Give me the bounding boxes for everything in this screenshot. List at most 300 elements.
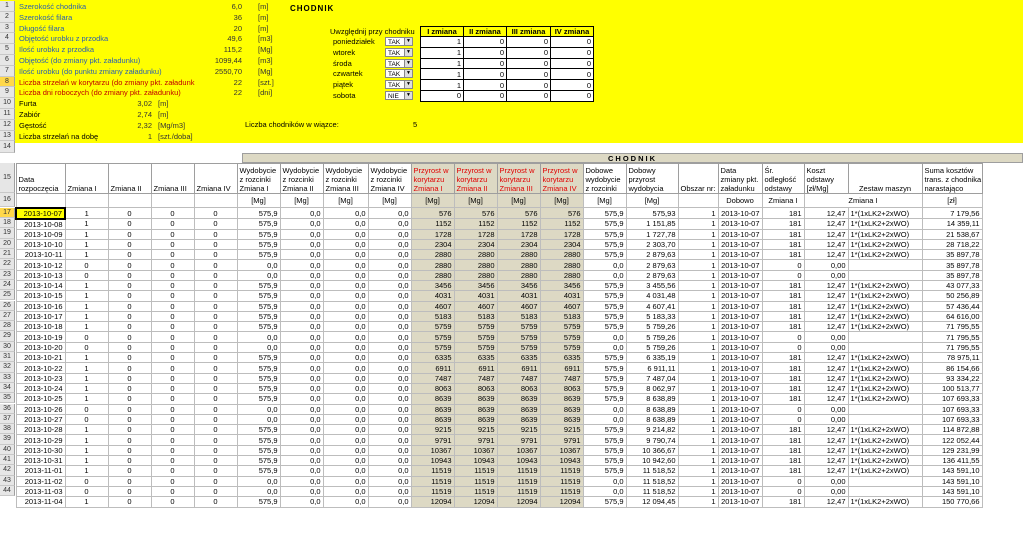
grid-cell[interactable]: 181 (762, 229, 804, 239)
grid-cell[interactable]: 1 (65, 239, 108, 249)
grid-cell[interactable]: 0 (65, 270, 108, 280)
grid-cell[interactable]: 0,0 (280, 456, 323, 466)
grid-cell[interactable]: 11519 (497, 466, 540, 476)
grid-cell[interactable]: 1 (678, 414, 718, 424)
grid-cell[interactable]: 0,0 (280, 332, 323, 342)
grid-cell[interactable]: 1152 (411, 219, 454, 230)
grid-cell[interactable]: 1728 (540, 229, 583, 239)
grid-cell[interactable]: 0 (194, 291, 237, 301)
grid-cell[interactable]: 0 (151, 363, 194, 373)
grid-cell[interactable]: 2880 (497, 260, 540, 270)
grid-cell[interactable]: 2013-10-07 (718, 353, 762, 363)
grid-cell[interactable]: 575,9 (237, 239, 280, 249)
grid-cell[interactable]: 0 (151, 229, 194, 239)
grid-cell[interactable]: 1 (65, 373, 108, 383)
grid-cell[interactable]: 122 052,44 (922, 435, 982, 445)
grid-cell[interactable] (848, 476, 922, 486)
grid-cell[interactable]: 12094 (411, 497, 454, 507)
grid-cell[interactable]: 2304 (411, 239, 454, 249)
grid-cell[interactable]: 8 638,89 (626, 414, 678, 424)
shift-cell[interactable]: 0 (421, 90, 464, 101)
grid-cell[interactable]: 575,9 (237, 363, 280, 373)
grid-cell[interactable]: 0,0 (237, 476, 280, 486)
grid-cell[interactable]: 0 (194, 270, 237, 280)
grid-cell[interactable]: 0,0 (280, 394, 323, 404)
grid-cell[interactable]: 3 455,56 (626, 280, 678, 290)
grid-cell[interactable]: 0,0 (323, 342, 368, 352)
grid-cell[interactable]: 4607 (497, 301, 540, 311)
grid-cell[interactable]: 8639 (497, 414, 540, 424)
grid-cell[interactable]: 0 (108, 425, 151, 435)
grid-cell[interactable]: 2 879,63 (626, 260, 678, 270)
grid-cell[interactable]: 9215 (497, 425, 540, 435)
grid-cell[interactable]: 9 214,82 (626, 425, 678, 435)
row-number[interactable]: 2 (0, 12, 15, 23)
shift-cell[interactable]: 0 (464, 80, 507, 91)
grid-cell[interactable]: 0,0 (280, 280, 323, 290)
grid-cell[interactable]: 11519 (540, 466, 583, 476)
grid-cell[interactable]: 0 (194, 435, 237, 445)
grid-cell[interactable]: 0,0 (280, 239, 323, 249)
grid-cell[interactable]: 0,0 (368, 208, 411, 219)
grid-cell[interactable]: 1 (678, 466, 718, 476)
grid-cell[interactable]: 0,0 (368, 260, 411, 270)
grid-cell[interactable]: 6335 (497, 353, 540, 363)
grid-cell[interactable]: 575,9 (583, 229, 626, 239)
grid-cell[interactable]: 1 (678, 219, 718, 230)
grid-cell[interactable]: 0,0 (368, 229, 411, 239)
grid-cell[interactable]: 0,0 (323, 383, 368, 393)
grid-cell[interactable]: 2013-10-11 (16, 250, 65, 260)
grid-cell[interactable]: 1*(1xLK2+2xWO) (848, 208, 922, 219)
grid-cell[interactable]: 78 975,11 (922, 353, 982, 363)
grid-cell[interactable]: 2013-10-07 (718, 414, 762, 424)
grid-cell[interactable]: 1*(1xLK2+2xWO) (848, 311, 922, 321)
grid-cell[interactable]: 12,47 (804, 445, 848, 455)
grid-cell[interactable]: 9791 (411, 435, 454, 445)
grid-cell[interactable]: 0,0 (323, 363, 368, 373)
param-value[interactable]: 3,02 (137, 99, 152, 109)
grid-cell[interactable]: 0 (762, 342, 804, 352)
grid-cell[interactable]: 8639 (540, 394, 583, 404)
grid-cell[interactable]: 0,0 (280, 425, 323, 435)
grid-cell[interactable]: 5183 (497, 311, 540, 321)
grid-cell[interactable]: 0 (762, 404, 804, 414)
grid-cell[interactable]: 0 (108, 239, 151, 249)
grid-cell[interactable]: 1 (678, 342, 718, 352)
grid-cell[interactable]: 2013-10-27 (16, 414, 65, 424)
grid-cell[interactable]: 2013-10-19 (16, 332, 65, 342)
grid-cell[interactable]: 0 (194, 239, 237, 249)
grid-cell[interactable]: 181 (762, 394, 804, 404)
grid-cell[interactable]: 1*(1xLK2+2xWO) (848, 291, 922, 301)
grid-cell[interactable]: 575,9 (237, 497, 280, 507)
grid-cell[interactable]: 0,0 (323, 456, 368, 466)
grid-cell[interactable]: 9215 (454, 425, 497, 435)
row-number[interactable]: 17 (0, 208, 15, 218)
grid-cell[interactable]: 1 (65, 219, 108, 230)
grid-cell[interactable]: 0 (151, 208, 194, 219)
grid-cell[interactable]: 0 (65, 414, 108, 424)
grid-cell[interactable]: 0,0 (323, 466, 368, 476)
grid-cell[interactable]: 0 (108, 466, 151, 476)
row-number[interactable]: 15 (0, 163, 15, 193)
grid-cell[interactable]: 181 (762, 291, 804, 301)
grid-cell[interactable]: 1 (678, 394, 718, 404)
grid-cell[interactable]: 1728 (411, 229, 454, 239)
grid-cell[interactable]: 1 (65, 229, 108, 239)
grid-cell[interactable]: 12,47 (804, 229, 848, 239)
grid-cell[interactable]: 0 (108, 311, 151, 321)
grid-cell[interactable]: 12,47 (804, 219, 848, 230)
grid-cell[interactable]: 181 (762, 373, 804, 383)
grid-cell[interactable]: 575,9 (237, 445, 280, 455)
grid-cell[interactable]: 0,0 (323, 404, 368, 414)
grid-cell[interactable]: 1 (678, 332, 718, 342)
row-number[interactable]: 40 (0, 445, 15, 455)
grid-cell[interactable]: 575,9 (583, 425, 626, 435)
grid-cell[interactable]: 3456 (497, 280, 540, 290)
row-number[interactable]: 41 (0, 455, 15, 465)
grid-cell[interactable]: 0,0 (323, 229, 368, 239)
row-number[interactable]: 42 (0, 465, 15, 475)
grid-cell[interactable]: 0,0 (323, 250, 368, 260)
grid-cell[interactable]: 0,0 (583, 414, 626, 424)
grid-cell[interactable]: 0 (151, 497, 194, 507)
grid-cell[interactable]: 576 (497, 208, 540, 219)
grid-cell[interactable]: 3456 (411, 280, 454, 290)
grid-cell[interactable]: 181 (762, 219, 804, 230)
grid-cell[interactable]: 0,0 (368, 466, 411, 476)
grid-cell[interactable]: 2013-10-07 (718, 456, 762, 466)
grid-cell[interactable]: 0 (108, 363, 151, 373)
grid-cell[interactable]: 181 (762, 435, 804, 445)
grid-cell[interactable]: 71 795,55 (922, 332, 982, 342)
grid-cell[interactable]: 12,47 (804, 280, 848, 290)
grid-cell[interactable]: 0,0 (280, 466, 323, 476)
grid-cell[interactable]: 0,0 (368, 497, 411, 507)
grid-cell[interactable]: 1 (678, 486, 718, 496)
grid-cell[interactable]: 1 (678, 250, 718, 260)
grid-cell[interactable]: 181 (762, 445, 804, 455)
row-number[interactable]: 3 (0, 23, 15, 34)
grid-cell[interactable] (848, 270, 922, 280)
grid-cell[interactable]: 12,47 (804, 291, 848, 301)
grid-cell[interactable]: 0 (65, 476, 108, 486)
grid-cell[interactable]: 1 (678, 383, 718, 393)
grid-cell[interactable]: 0 (108, 383, 151, 393)
grid-cell[interactable]: 8639 (411, 404, 454, 414)
grid-cell[interactable]: 576 (540, 208, 583, 219)
row-number[interactable]: 30 (0, 342, 15, 352)
grid-cell[interactable]: 0 (151, 476, 194, 486)
shift-cell[interactable]: 1 (421, 58, 464, 69)
grid-cell[interactable]: 0 (194, 425, 237, 435)
grid-cell[interactable]: 0 (194, 383, 237, 393)
grid-cell[interactable]: 576 (454, 208, 497, 219)
grid-cell[interactable]: 8063 (497, 383, 540, 393)
grid-cell[interactable]: 6911 (411, 363, 454, 373)
grid-cell[interactable]: 0 (762, 414, 804, 424)
grid-cell[interactable]: 1 (678, 322, 718, 332)
grid-cell[interactable]: 12,47 (804, 383, 848, 393)
grid-cell[interactable]: 575,9 (583, 466, 626, 476)
grid-cell[interactable]: 575,9 (583, 394, 626, 404)
grid-cell[interactable]: 1*(1xLK2+2xWO) (848, 322, 922, 332)
grid-cell[interactable]: 0 (108, 332, 151, 342)
grid-cell[interactable]: 0 (151, 353, 194, 363)
grid-cell[interactable]: 2013-10-10 (16, 239, 65, 249)
grid-cell[interactable]: 5759 (411, 332, 454, 342)
grid-cell[interactable]: 0 (194, 466, 237, 476)
grid-cell[interactable]: 0,0 (237, 404, 280, 414)
grid-cell[interactable]: 0,0 (323, 476, 368, 486)
shift-cell[interactable]: 0 (507, 37, 551, 48)
grid-cell[interactable]: 0 (65, 260, 108, 270)
grid-cell[interactable]: 2013-10-07 (718, 363, 762, 373)
grid-cell[interactable]: 1*(1xLK2+2xWO) (848, 373, 922, 383)
grid-cell[interactable]: 2013-10-07 (718, 445, 762, 455)
grid-cell[interactable]: 12,47 (804, 239, 848, 249)
grid-cell[interactable]: 1 (65, 383, 108, 393)
grid-cell[interactable]: 10367 (497, 445, 540, 455)
grid-cell[interactable]: 0 (194, 260, 237, 270)
shift-cell[interactable]: 0 (551, 80, 594, 91)
grid-cell[interactable]: 12,47 (804, 208, 848, 219)
grid-cell[interactable]: 0 (108, 404, 151, 414)
grid-cell[interactable] (848, 260, 922, 270)
grid-cell[interactable]: 0 (194, 229, 237, 239)
grid-cell[interactable]: 0 (108, 394, 151, 404)
grid-cell[interactable]: 0,0 (323, 353, 368, 363)
grid-cell[interactable]: 0 (108, 270, 151, 280)
grid-cell[interactable]: 181 (762, 208, 804, 219)
grid-cell[interactable]: 5759 (497, 322, 540, 332)
grid-cell[interactable]: 8639 (411, 414, 454, 424)
grid-cell[interactable]: 0 (194, 363, 237, 373)
grid-cell[interactable]: 2013-10-07 (718, 250, 762, 260)
grid-cell[interactable]: 0 (194, 476, 237, 486)
grid-cell[interactable]: 575,9 (583, 291, 626, 301)
param-value[interactable]: 115,2 (223, 45, 242, 55)
grid-cell[interactable]: 0,0 (280, 353, 323, 363)
grid-cell[interactable]: 6335 (454, 353, 497, 363)
grid-cell[interactable]: 8063 (454, 383, 497, 393)
row-number[interactable]: 43 (0, 476, 15, 486)
grid-cell[interactable]: 2013-10-24 (16, 383, 65, 393)
grid-cell[interactable]: 0,00 (804, 260, 848, 270)
grid-cell[interactable]: 575,9 (237, 208, 280, 219)
grid-cell[interactable]: 2013-10-07 (718, 239, 762, 249)
grid-cell[interactable]: 143 591,10 (922, 476, 982, 486)
grid-cell[interactable]: 11519 (454, 486, 497, 496)
grid-cell[interactable]: 10367 (454, 445, 497, 455)
chevron-down-icon[interactable]: ▼ (404, 38, 412, 45)
grid-cell[interactable]: 0,0 (280, 322, 323, 332)
grid-cell[interactable]: 0,0 (368, 404, 411, 414)
grid-cell[interactable]: 2013-10-07 (718, 311, 762, 321)
grid-cell[interactable]: 0,0 (323, 425, 368, 435)
grid-cell[interactable]: 181 (762, 301, 804, 311)
grid-cell[interactable]: 575,9 (583, 311, 626, 321)
grid-cell[interactable]: 0,0 (280, 363, 323, 373)
grid-cell[interactable]: 0,0 (323, 239, 368, 249)
grid-cell[interactable]: 1*(1xLK2+2xWO) (848, 435, 922, 445)
grid-cell[interactable]: 12094 (497, 497, 540, 507)
shift-cell[interactable]: 0 (551, 47, 594, 58)
grid-cell[interactable]: 0,0 (323, 445, 368, 455)
grid-cell[interactable]: 0 (151, 456, 194, 466)
grid-cell[interactable]: 0 (194, 322, 237, 332)
grid-cell[interactable]: 0 (151, 404, 194, 414)
day-dropdown[interactable] (385, 69, 413, 78)
grid-cell[interactable]: 0 (151, 301, 194, 311)
grid-cell[interactable]: 1 (65, 291, 108, 301)
grid-cell[interactable]: 1 (65, 208, 108, 219)
grid-cell[interactable]: 2 303,70 (626, 239, 678, 249)
grid-cell[interactable]: 0 (151, 270, 194, 280)
grid-cell[interactable]: 181 (762, 280, 804, 290)
shift-cell[interactable]: 1 (421, 37, 464, 48)
grid-cell[interactable]: 1 (678, 404, 718, 414)
grid-cell[interactable]: 2880 (411, 260, 454, 270)
grid-cell[interactable]: 2880 (411, 270, 454, 280)
row-number[interactable]: 13 (0, 131, 15, 142)
grid-cell[interactable]: 100 513,77 (922, 383, 982, 393)
grid-cell[interactable]: 7487 (454, 373, 497, 383)
grid-cell[interactable]: 0 (151, 332, 194, 342)
grid-cell[interactable]: 2013-10-07 (718, 260, 762, 270)
grid-cell[interactable]: 575,9 (237, 353, 280, 363)
grid-cell[interactable]: 181 (762, 353, 804, 363)
grid-cell[interactable]: 2013-10-09 (16, 229, 65, 239)
grid-cell[interactable]: 5759 (540, 322, 583, 332)
grid-cell[interactable]: 0 (108, 476, 151, 486)
row-number[interactable]: 24 (0, 280, 15, 290)
grid-cell[interactable]: 5183 (454, 311, 497, 321)
grid-cell[interactable]: 0 (194, 414, 237, 424)
grid-cell[interactable]: 12,47 (804, 435, 848, 445)
grid-cell[interactable]: 150 770,66 (922, 497, 982, 507)
grid-cell[interactable]: 0,0 (583, 476, 626, 486)
grid-cell[interactable]: 0,0 (280, 445, 323, 455)
grid-cell[interactable]: 2013-10-07 (718, 291, 762, 301)
grid-cell[interactable]: 1 (678, 311, 718, 321)
row-number[interactable]: 6 (0, 55, 15, 66)
grid-cell[interactable]: 2013-10-07 (718, 208, 762, 219)
grid-cell[interactable]: 2013-10-15 (16, 291, 65, 301)
grid-cell[interactable]: 2013-10-16 (16, 301, 65, 311)
grid-cell[interactable]: 2013-10-07 (718, 373, 762, 383)
grid-cell[interactable]: 0 (108, 353, 151, 363)
grid-cell[interactable]: 12,47 (804, 311, 848, 321)
grid-cell[interactable]: 0 (151, 373, 194, 383)
grid-cell[interactable]: 11519 (540, 476, 583, 486)
grid-cell[interactable]: 35 897,78 (922, 260, 982, 270)
grid-cell[interactable]: 0 (108, 219, 151, 230)
grid-cell[interactable]: 575,9 (237, 280, 280, 290)
grid-cell[interactable]: 575,9 (583, 373, 626, 383)
grid-cell[interactable]: 0 (151, 414, 194, 424)
grid-cell[interactable]: 12,47 (804, 466, 848, 476)
grid-cell[interactable]: 1 (678, 291, 718, 301)
grid-cell[interactable]: 2880 (454, 250, 497, 260)
row-number[interactable]: 29 (0, 331, 15, 341)
grid-cell[interactable]: 0 (65, 342, 108, 352)
grid-cell[interactable]: 2013-10-17 (16, 311, 65, 321)
grid-cell[interactable]: 0,0 (323, 394, 368, 404)
grid-cell[interactable]: 2013-10-21 (16, 353, 65, 363)
grid-cell[interactable]: 2013-10-07 (718, 404, 762, 414)
grid-cell[interactable]: 0,0 (368, 301, 411, 311)
grid-cell[interactable]: 0,0 (237, 270, 280, 280)
grid-cell[interactable]: 0,00 (804, 342, 848, 352)
grid-cell[interactable]: 0,00 (804, 332, 848, 342)
grid-cell[interactable]: 575,9 (237, 311, 280, 321)
grid-cell[interactable]: 5183 (411, 311, 454, 321)
param-value[interactable]: 1 (147, 131, 152, 141)
grid-cell[interactable]: 0,0 (368, 486, 411, 496)
grid-cell[interactable]: 2304 (497, 239, 540, 249)
grid-cell[interactable]: 1 (678, 445, 718, 455)
grid-cell[interactable]: 0 (108, 291, 151, 301)
grid-cell[interactable]: 4031 (411, 291, 454, 301)
grid-cell[interactable]: 5 759,26 (626, 342, 678, 352)
grid-cell[interactable]: 1152 (540, 219, 583, 230)
grid-cell[interactable]: 0,0 (237, 260, 280, 270)
grid-cell[interactable]: 8639 (497, 394, 540, 404)
grid-cell[interactable]: 2013-10-07 (718, 332, 762, 342)
grid-cell[interactable]: 11519 (497, 486, 540, 496)
grid-cell[interactable]: 0 (194, 332, 237, 342)
grid-cell[interactable]: 2880 (540, 250, 583, 260)
row-number[interactable]: 35 (0, 393, 15, 403)
grid-cell[interactable]: 1 (65, 497, 108, 507)
grid-cell[interactable]: 575,9 (583, 280, 626, 290)
grid-cell[interactable]: 576 (411, 208, 454, 219)
grid-cell[interactable]: 8063 (540, 383, 583, 393)
grid-cell[interactable]: 0,0 (368, 476, 411, 486)
grid-cell[interactable]: 1 151,85 (626, 219, 678, 230)
grid-cell[interactable]: 136 411,55 (922, 456, 982, 466)
grid-cell[interactable]: 1*(1xLK2+2xWO) (848, 301, 922, 311)
grid-cell[interactable]: 1 (678, 260, 718, 270)
grid-cell[interactable]: 1 (65, 301, 108, 311)
grid-cell[interactable]: 0,0 (280, 208, 323, 219)
grid-cell[interactable]: 2013-10-22 (16, 363, 65, 373)
grid-cell[interactable]: 8639 (540, 404, 583, 414)
grid-cell[interactable]: 0,0 (323, 414, 368, 424)
grid-cell[interactable]: 0 (108, 301, 151, 311)
grid-cell[interactable]: 1*(1xLK2+2xWO) (848, 250, 922, 260)
grid-cell[interactable]: 2880 (540, 270, 583, 280)
grid-cell[interactable]: 5 183,33 (626, 311, 678, 321)
grid-cell[interactable]: 6335 (540, 353, 583, 363)
grid-cell[interactable]: 0 (194, 353, 237, 363)
shift-cell[interactable]: 0 (551, 90, 594, 101)
grid-cell[interactable]: 10943 (540, 456, 583, 466)
grid-cell[interactable]: 0,0 (280, 497, 323, 507)
grid-cell[interactable]: 1*(1xLK2+2xWO) (848, 497, 922, 507)
grid-cell[interactable]: 1 (65, 435, 108, 445)
grid-cell[interactable]: 8063 (411, 383, 454, 393)
grid-cell[interactable]: 181 (762, 239, 804, 249)
grid-cell[interactable] (848, 332, 922, 342)
grid-cell[interactable]: 0,0 (323, 219, 368, 230)
grid-cell[interactable]: 2 879,63 (626, 270, 678, 280)
grid-cell[interactable]: 2013-10-13 (16, 270, 65, 280)
grid-cell[interactable]: 10367 (540, 445, 583, 455)
